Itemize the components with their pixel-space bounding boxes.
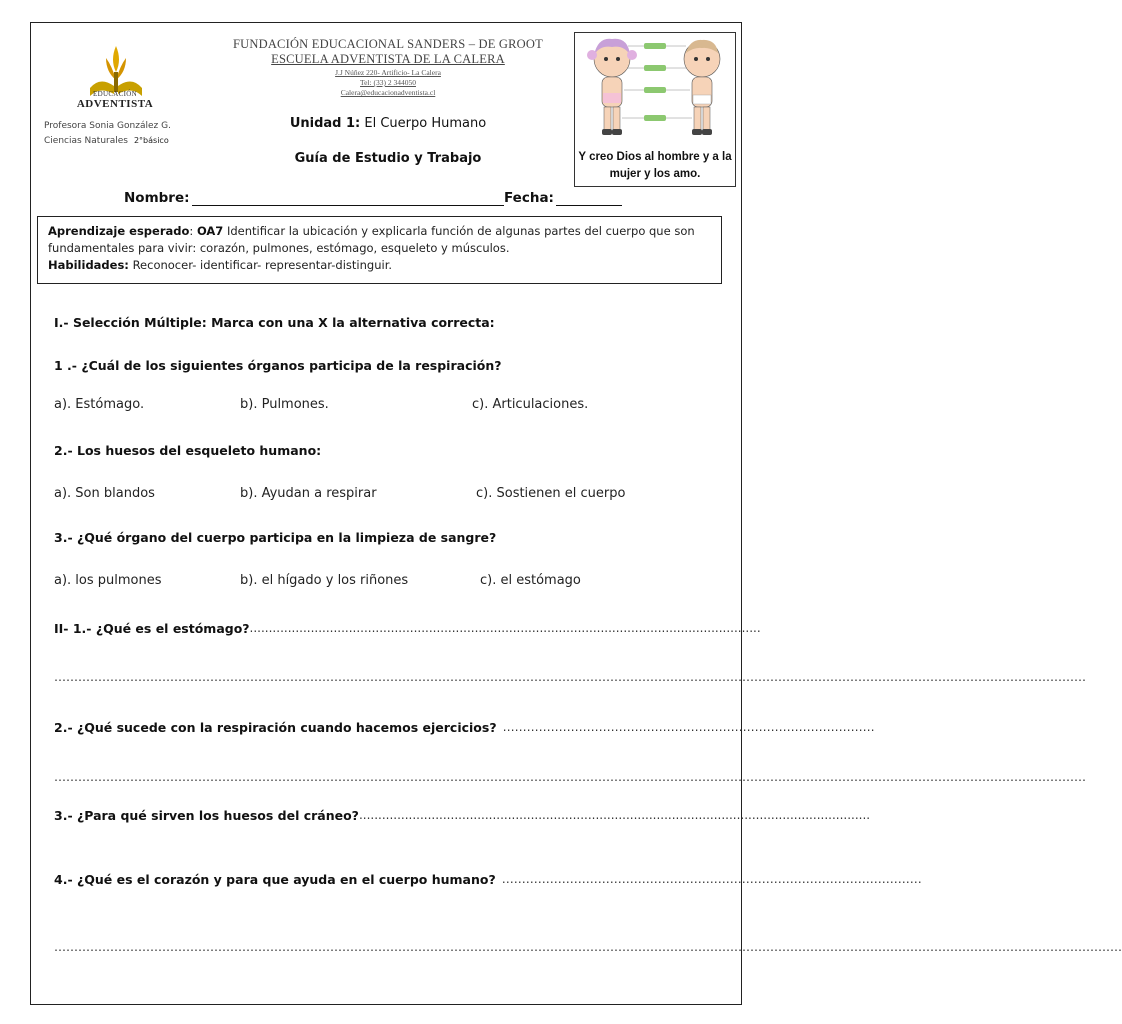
address: J.J Núñez 220- Artificio- La Calera [335, 68, 441, 77]
objective-label: Aprendizaje esperado [48, 224, 190, 238]
grade-label: 2°básico [133, 136, 169, 145]
answer-line[interactable]: …………………………………………………………………………………………………………………………………………………………………………………………………………………………………………… [54, 940, 1122, 954]
unit-name: El Cuerpo Humano [364, 116, 487, 131]
children-body-illustration-icon [578, 35, 734, 143]
skills-label: Habilidades: [48, 258, 129, 272]
name-field-row [124, 190, 504, 206]
email-link[interactable]: Calera@educacionadventista.cl [340, 88, 436, 97]
section2-question-2: 2.- ¿Qué sucede con la respiración cuando hacemos ejercicios? [54, 720, 497, 735]
answer-line[interactable]: ...................................................................................................................................... [358, 808, 871, 822]
contact-block [200, 68, 576, 98]
org-name: FUNDACIÓN EDUCACIONAL SANDERS – DE GROOT [233, 37, 543, 51]
q3-option-b[interactable]: b). el hígado y los riñones [240, 573, 409, 588]
question-1: 1 .- ¿Cuál de los siguientes órganos participa de la respiración? [54, 358, 502, 373]
answer-line[interactable]: ………………………………………………………………………………… [502, 720, 875, 734]
q3-option-a[interactable]: a). los pulmones [54, 573, 162, 588]
school-name: ESCUELA ADVENTISTA DE LA CALERA [271, 52, 505, 66]
date-blank-line[interactable] [556, 191, 622, 206]
answer-line[interactable]: …………………………………………………………………………………………………………………………………………………………………………………………………………………………………… [54, 670, 1086, 684]
section2-q4-row [54, 872, 922, 887]
question-3: 3.- ¿Qué órgano del cuerpo participa en la limpieza de sangre? [54, 530, 497, 545]
teacher-name: Profesora Sonia González G. [44, 121, 171, 131]
date-field-row [504, 190, 622, 206]
date-label: Fecha: [504, 190, 554, 206]
q1-option-c[interactable]: c). Articulaciones. [472, 397, 589, 412]
unit-title [200, 116, 576, 131]
q2-option-c[interactable]: c). Sostienen el cuerpo [476, 486, 626, 501]
guide-title: Guía de Estudio y Trabajo [294, 151, 482, 166]
subject-name: Ciencias Naturales [44, 136, 128, 146]
q1-option-b[interactable]: b). Pulmones. [240, 397, 329, 412]
q2-option-a[interactable]: a). Son blandos [54, 486, 155, 501]
name-label: Nombre: [124, 190, 190, 206]
objective-paragraph: Aprendizaje esperado: OA7 Identificar la ubicación y explicarla función de algunas partes del cuerpo que son fundamentales para vivir: corazón, pulmones, estómago, esqueleto y músculos. [48, 224, 695, 255]
q3-option-c[interactable]: c). el estómago [480, 573, 581, 588]
subject-line [44, 136, 169, 146]
skills-paragraph [48, 257, 711, 274]
q2-option-b[interactable]: b). Ayudan a respirar [240, 486, 377, 501]
q1-option-a[interactable]: a). Estómago. [54, 397, 145, 412]
answer-line[interactable]: …………………………………………………………………………………………… [501, 872, 922, 886]
logo-text-line1: EDUCACIÓN [93, 90, 137, 98]
learning-objective-box [37, 216, 722, 284]
objective-code: OA7 [196, 224, 224, 238]
section2-question-4: 4.- ¿Qué es el corazón y para que ayuda en el cuerpo humano? [54, 872, 496, 887]
objective-text: Identificar la ubicación y explicarla función de algunas partes del cuerpo que son fundamentales para vivir: corazón, pulmones, estómago, esqueleto y músculos. [48, 224, 695, 255]
section2-question-1: II- 1.- ¿Qué es el estómago? [54, 621, 250, 636]
section2-q1-row [54, 621, 761, 636]
answer-line[interactable]: ...................................................................................................................................... [249, 621, 761, 635]
skills-text: Reconocer- identificar- representar-distinguir. [132, 258, 393, 272]
section2-q3-row [54, 808, 871, 823]
question-2: 2.- Los huesos del esqueleto humano: [54, 443, 322, 458]
name-blank-line[interactable] [192, 191, 504, 206]
section1-title: I.- Selección Múltiple: Marca con una X la alternativa correcta: [54, 315, 495, 330]
unit-label: Unidad 1: [289, 116, 361, 131]
answer-line[interactable]: …………………………………………………………………………………………………………………………………………………………………………………………………………………………………… [54, 770, 1086, 784]
section2-q2-row [54, 720, 875, 735]
logo-text-line2: ADVENTISTA [76, 98, 154, 110]
phone: Tel: (33) 2 344050 [360, 78, 416, 87]
illustration-caption: Y creo Dios al hombre y a la mujer y los amo. [578, 151, 732, 180]
section2-question-3: 3.- ¿Para qué sirven los huesos del cráneo? [54, 808, 359, 823]
